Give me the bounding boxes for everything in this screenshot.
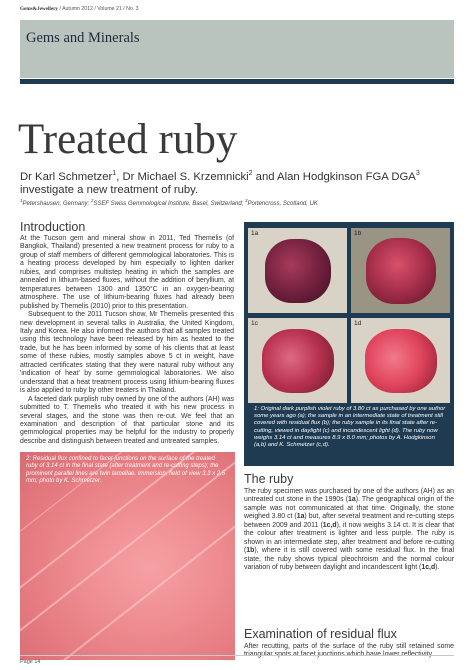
figure-1c-label: 1c xyxy=(251,320,258,327)
figure-1b-label: 1b xyxy=(354,230,362,237)
page-number: Page 14 xyxy=(20,659,41,665)
residual-flux-heading: Examination of residual flux xyxy=(244,627,397,641)
ruby-final-incandescent-image xyxy=(365,329,437,393)
intro-paragraph-3: A faceted dark purplish ruby owned by one of the authors (AH) was submitted to T. Themelis who treated it with his new process in several stages, and the stone was then re-cut. We feel that an examination and description of that particular stone and its gemmological properties may be helpful for the industry to properly describe and distinguish between treated and untreated samples. xyxy=(20,395,234,445)
intro-paragraph-2: Subsequent to the 2011 Tucson show, Mr Themelis presented this new development in several talks in Australia, the United Kingdom, Italy and Korea. He also informed the authors that all samples treated using this technology have been released by him as heated to the trade, but he has been informed by some of his clients that at least some of these rubies, mostly samples above 5 ct in weight, have attracted certificates stating that they were natural ruby without any 'indication of heat' by some gemmological laboratories. We also understand that a heat treatment process using lithium-bearing fluxes is also applied to ruby by other treaters in Thailand. xyxy=(20,311,234,395)
section-label: Gems and Minerals xyxy=(26,30,140,46)
figure-1d-image xyxy=(351,318,450,403)
figure-1a-image xyxy=(248,228,347,313)
article-authors: Dr Karl Schmetzer$^1$, Dr Michael S. Krzemnicki$^2$ and Alan Hodgkinson FGA DGA$^3$ investigate a new treatment of ruby. xyxy=(20,170,420,196)
footer-rule xyxy=(20,655,454,656)
twin-lamella-line xyxy=(60,465,235,660)
ruby-intermediate-image xyxy=(366,238,436,304)
intro-heading: Introduction xyxy=(20,220,86,234)
ruby-body xyxy=(244,488,454,573)
author-3: and Alan Hodgkinson FGA DGA xyxy=(252,170,416,183)
figure-2-photo xyxy=(20,452,235,660)
intro-body xyxy=(20,235,234,446)
ruby-final-daylight-image xyxy=(262,329,334,393)
journal-masthead xyxy=(20,6,460,12)
figure-1-panel xyxy=(244,222,454,466)
figure-1a-label: 1a xyxy=(251,230,259,237)
ruby-paragraph: The ruby specimen was purchased by one of the authors (AH) as an untreated cut stone in the 1990s (1a). The geographical origin of the sample was not communicated at that time. Originally, the stone weighed 3.80 ct (1a) but, after several treatment and re-cutting steps between 2009 and 2011 (1c,d), it now weighs 3.14 ct. It is clear that the colour after treatment is lighter and less purple. The ruby is shown in an intermediate step, after treatment and before re-cutting (1b), where it is still covered with some residual flux. In the final state, the ruby shows typical pleochroism and the normal colour variation of ruby between daylight and incandescent light (1c,d). xyxy=(244,488,455,572)
figure-1d-label: 1d xyxy=(354,320,362,327)
figure-1b-image xyxy=(351,228,450,313)
article-standfirst: investigate a new treatment of ruby. xyxy=(20,183,199,196)
figure-2-caption: 2: Residual flux confined to facet junctions on the surface of the treated ruby of 3.14 ct in the final state (after treatment and re-cutting steps); the prominent parallel lines are twin lamellae. Immersion, field of view 3.3 x 2.5 mm; photo by K. Schmetzer. xyxy=(26,456,226,485)
article-title: Treated ruby xyxy=(18,116,238,163)
intro-paragraph-1: At the Tucson gem and mineral show in 2011, Ted Themelis (of Bangkok, Thailand) presented a new treatment process for ruby to a group of staff members of different gemmological laboratories. This is a heating process developed by him especially to lighten darker rubies, and comprises multistep heating in which the samples are annealed in lithium-based fluxes, without the addition of beryllium, at temperatures between 1300 and 1350°C in an oxygen-bearing atmosphere. The use of lithium-bearing fluxes had already been published by Themelis (2010) prior to this presentation. xyxy=(20,235,234,310)
author-affiliations: $^1$Petershausen, Germany; $^2$SSEF Swiss Gemmological Institute, Basel, Switzerland; $^3$Portencross, Scotland, UK xyxy=(20,198,318,207)
figure-1-caption: 1: Original dark purplish violet ruby of 3.80 ct as purchased by one author some years ago (a); the sample in an intermediate state of treatment still covered with residual flux (b); the ruby sample in its final state after re-cutting, viewed in daylight (c) and incandescent light (d). The ruby now weighs 3.14 ct and measures 8.9 x 8.0 mm; photos by A. Hodgkinson (a,b) and K. Schmetzer (c,d). xyxy=(254,406,446,449)
journal-name: Gems&Jewellery xyxy=(20,6,59,12)
author-2: , Dr Michael S. Krzemnicki xyxy=(116,170,249,183)
section-banner xyxy=(20,20,454,78)
issue-info: / Autumn 2012 / Volume 21 / No. 3 xyxy=(58,6,139,12)
figure-1c-image xyxy=(248,318,347,403)
residual-flux-body: After recutting, parts of the surface of the ruby still retained some xyxy=(244,643,454,650)
ruby-original-image xyxy=(265,239,331,303)
author-1: Dr Karl Schmetzer xyxy=(20,170,113,183)
ruby-heading: The ruby xyxy=(244,472,294,486)
section-divider xyxy=(20,79,454,84)
